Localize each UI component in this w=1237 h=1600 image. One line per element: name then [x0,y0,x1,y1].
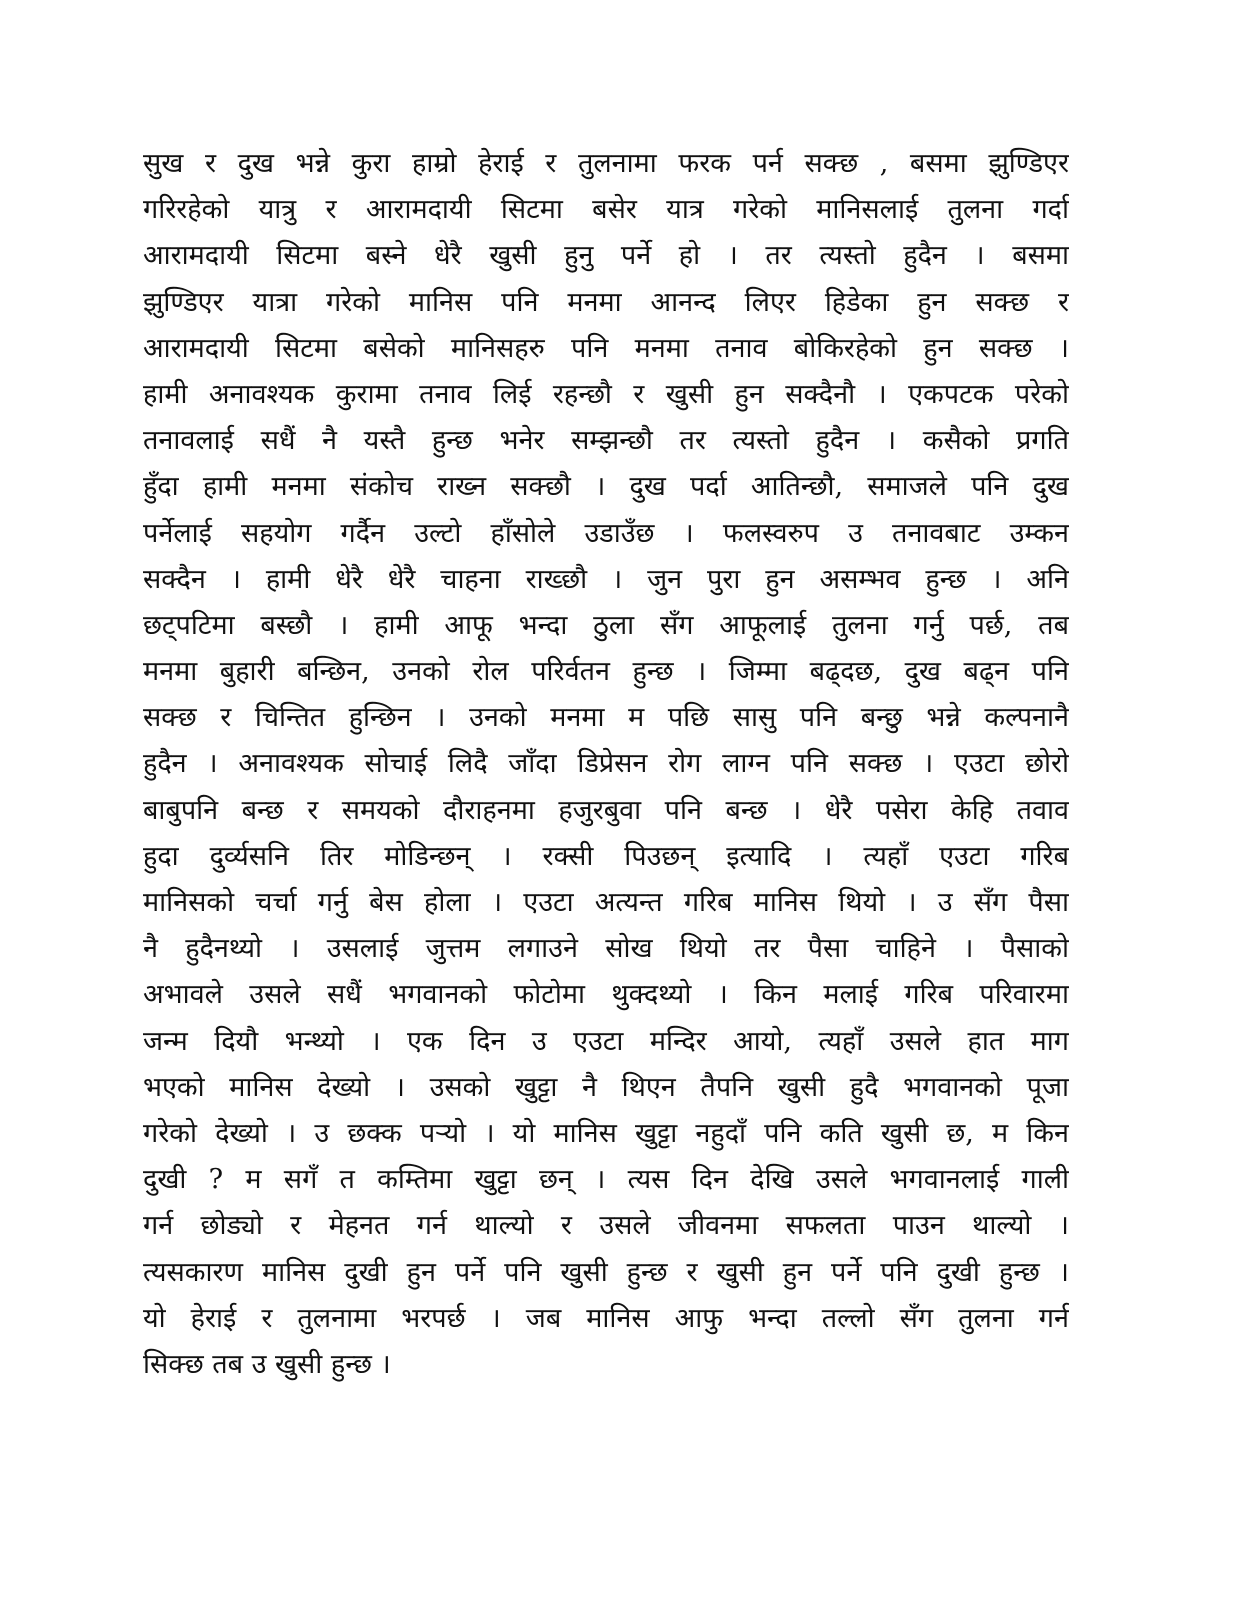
text-line: गर्न छोड्यो र मेहनत गर्न थाल्यो र उसले जीवनमा सफलता पाउन थाल्यो । [143,1210,1069,1242]
text-line: आरामदायी सिटमा बसेको मानिसहरु पनि मनमा तनाव बोकिरहेको हुन सक्छ । [143,332,1069,364]
text-line: हुँदा हामी मनमा संकोच राख्न सक्छौ । दुख पर्दा आतिन्छौ, समाजले पनि दुख [143,471,1069,503]
text-line: सुख र दुख भन्ने कुरा हाम्रो हेराई र तुलनामा फरक पर्न सक्छ , बसमा झुण्डिएर [143,148,1069,179]
text-line: त्यसकारण मानिस दुखी हुन पर्ने पनि खुसी हुन्छ र खुसी हुन पर्ने पनि दुखी हुन्छ । [143,1256,1069,1288]
text-line: झुण्डिएर यात्रा गरेको मानिस पनि मनमा आनन्द लिएर हिडेका हुन सक्छ र [143,286,1069,318]
text-line: गरेको देख्यो । उ छक्क पऱ्यो । यो मानिस खुट्टा नहुदाँ पनि कति खुसी छ, म किन [143,1117,1069,1149]
text-line: सक्दैन । हामी धेरै धेरै चाहना राख्छौ । जुन पुरा हुन असम्भव हुन्छ । अनि [143,563,1069,595]
text-line: हुदा दुर्व्यसनि तिर मोडिन्छन् । रक्सी पिउछन् इत्यादि । त्यहाँ एउटा गरिब [143,840,1069,872]
text-line: तनावलाई सधैं नै यस्तै हुन्छ भनेर सम्झन्छौ तर त्यस्तो हुदैन । कसैको प्रगति [143,425,1069,457]
text-line: जन्म दियौ भन्थ्यो । एक दिन उ एउटा मन्दिर आयो, त्यहाँ उसले हात माग [143,1025,1069,1057]
text-line: गरिरहेको यात्रु र आरामदायी सिटमा बसेर यात्र गरेको मानिसलाई तुलना गर्दा [143,194,1069,226]
text-line: हामी अनावश्यक कुरामा तनाव लिई रहन्छौ र खुसी हुन सक्दैनौ । एकपटक परेको [143,378,1069,410]
text-line: नै हुदैनथ्यो । उसलाई जुत्तम लगाउने सोख थियो तर पैसा चाहिने । पैसाको [143,933,1069,965]
text-line: यो हेराई र तुलनामा भरपर्छ । जब मानिस आफु भन्दा तल्लो सँग तुलना गर्न [143,1302,1069,1334]
text-line: सिक्छ तब उ खुसी हुन्छ । [143,1348,391,1380]
text-line: हुदैन । अनावश्यक सोचाई लिदै जाँदा डिप्रेसन रोग लाग्न पनि सक्छ । एउटा छोरो [143,748,1069,780]
text-line: सक्छ र चिन्तित हुन्छिन । उनको मनमा म पछि सासु पनि बन्छु भन्ने कल्पनानै [143,702,1069,734]
text-line: भएको मानिस देख्यो । उसको खुट्टा नै थिएन तैपनि खुसी हुदै भगवानको पूजा [143,1071,1069,1103]
text-line: मानिसको चर्चा गर्नु बेस होला । एउटा अत्यन्त गरिब मानिस थियो । उ सँग पैसा [143,887,1069,918]
text-line: छट्पटिमा बस्छौ । हामी आफू भन्दा ठुला सँग आफूलाई तुलना गर्नु पर्छ, तब [143,609,1069,641]
body-paragraph [143,141,1069,1388]
text-line: पर्नेलाई सहयोग गर्दैन उल्टो हाँसोले उडाउँछ । फलस्वरुप उ तनावबाट उम्कन [143,517,1069,549]
text-line: अभावले उसले सधैं भगवानको फोटोमा थुक्दथ्यो । किन मलाई गरिब परिवारमा [143,979,1069,1011]
text-line: बाबुपनि बन्छ र समयको दौराहनमा हजुरबुवा पनि बन्छ । धेरै पसेरा केहि तवाव [143,794,1069,826]
text-line: दुखी ? म सगँ त कम्तिमा खुट्टा छन् । त्यस दिन देखि उसले भगवानलाई गाली [143,1164,1069,1196]
text-line: आरामदायी सिटमा बस्ने धेरै खुसी हुनु पर्ने हो । तर त्यस्तो हुदैन । बसमा [143,240,1069,272]
text-line: मनमा बुहारी बन्छिन, उनको रोल परिर्वतन हुन्छ । जिम्मा बढ्दछ, दुख बढ्न पनि [143,656,1069,688]
